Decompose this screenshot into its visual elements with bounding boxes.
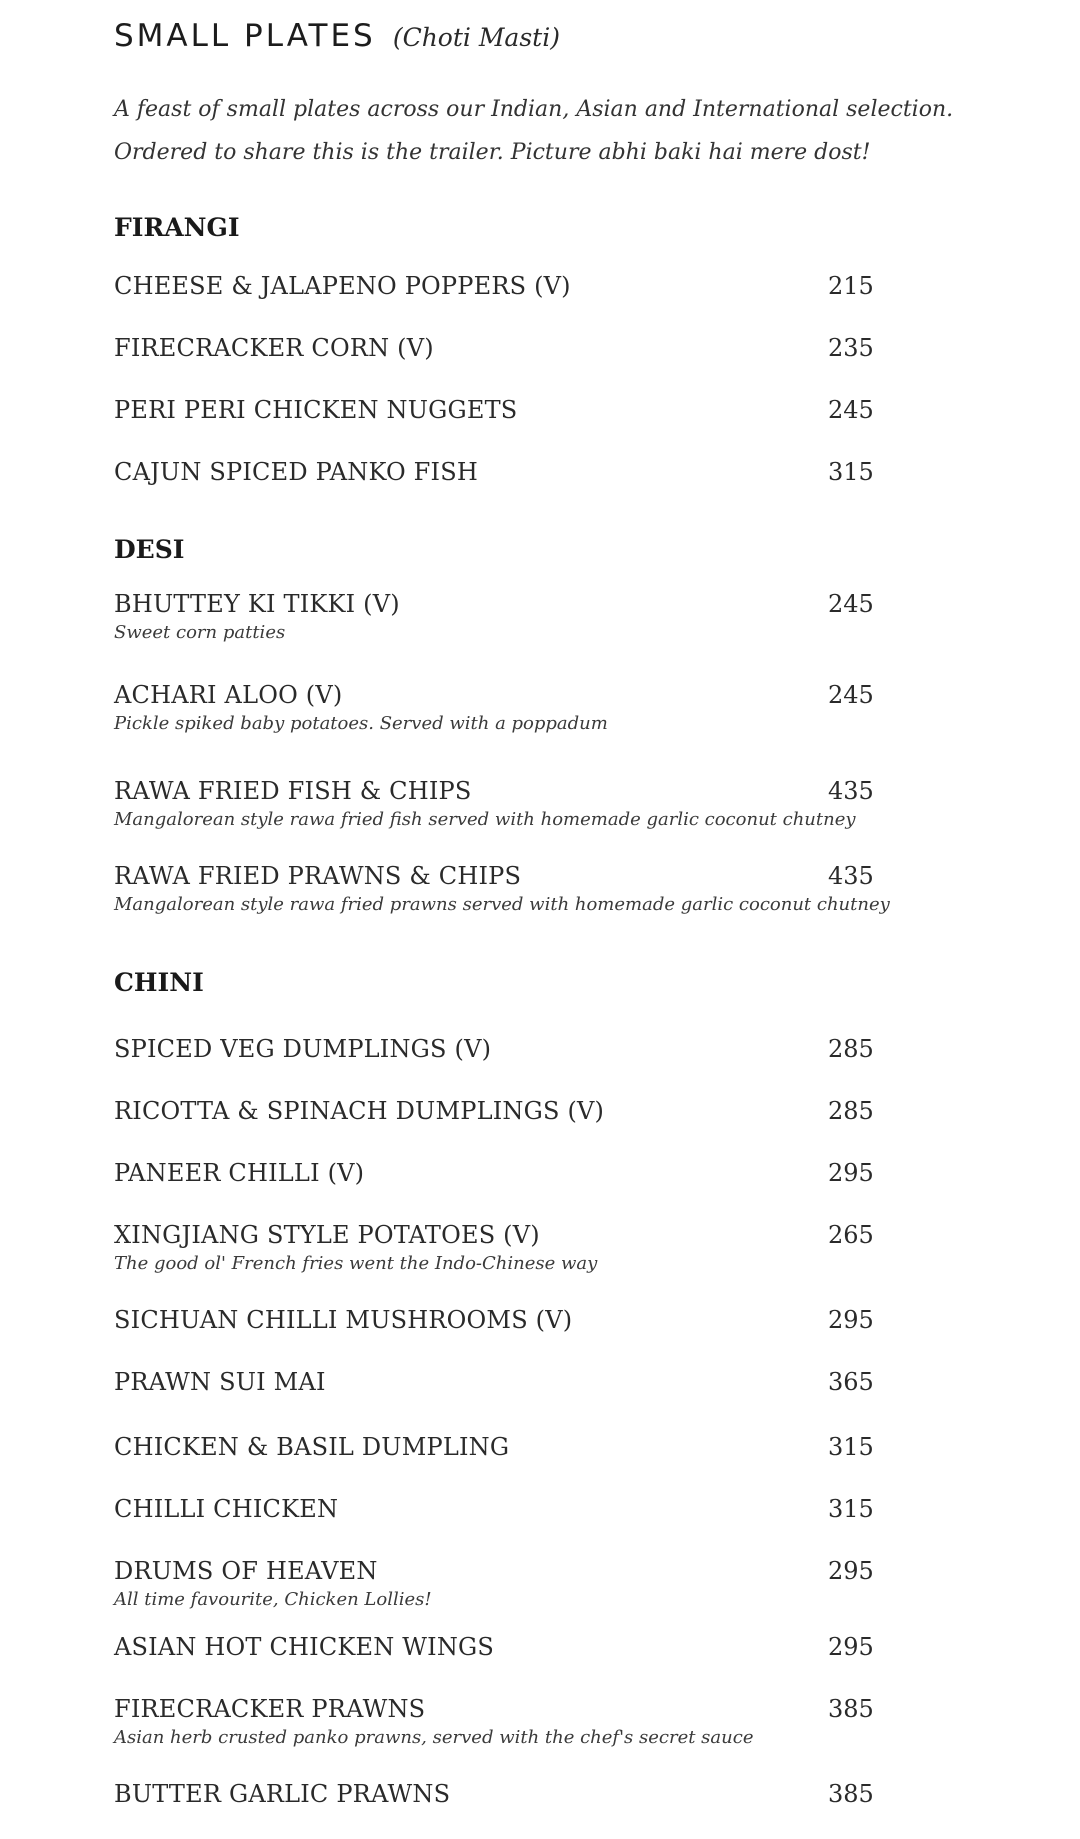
item-price: 315 — [828, 458, 874, 486]
item-price: 435 — [828, 777, 874, 805]
item-price: 245 — [828, 396, 874, 424]
intro-line: Ordered to share this is the trailer. Picture abhi baki hai mere dost! — [114, 140, 871, 165]
item-name: ASIAN HOT CHICKEN WINGS — [114, 1633, 495, 1661]
item-price: 285 — [828, 1097, 874, 1125]
menu-item — [114, 458, 914, 486]
item-description: The good ol' French fries went the Indo-Chinese way — [114, 1253, 598, 1274]
item-price: 295 — [828, 1306, 874, 1334]
item-name: PRAWN SUI MAI — [114, 1368, 326, 1396]
intro-text — [114, 88, 1014, 174]
menu-item — [114, 862, 914, 915]
menu-item — [114, 334, 914, 362]
menu-item — [114, 396, 914, 424]
item-name: XINGJIANG STYLE POTATOES (V) — [114, 1221, 540, 1249]
item-name: ACHARI ALOO (V) — [114, 681, 343, 709]
item-name: FIRECRACKER CORN (V) — [114, 334, 434, 362]
page-subtitle: (Choti Masti) — [392, 23, 560, 52]
item-name: RAWA FRIED FISH & CHIPS — [114, 777, 472, 805]
section-heading-firangi: FIRANGI — [114, 213, 240, 242]
item-name: PERI PERI CHICKEN NUGGETS — [114, 396, 518, 424]
item-price: 365 — [828, 1368, 874, 1396]
menu-header — [114, 18, 560, 54]
item-description: Mangalorean style rawa fried fish served with homemade garlic coconut chutney — [114, 809, 856, 830]
item-description: Asian herb crusted panko prawns, served with the chef's secret sauce — [114, 1727, 754, 1748]
menu-item — [114, 1633, 914, 1661]
menu-item — [114, 1557, 914, 1610]
item-price: 315 — [828, 1495, 874, 1523]
menu-item — [114, 681, 914, 734]
menu-item — [114, 1306, 914, 1334]
item-name: CAJUN SPICED PANKO FISH — [114, 458, 478, 486]
menu-item — [114, 272, 914, 300]
section-heading-desi: DESI — [114, 535, 185, 564]
item-price: 315 — [828, 1433, 874, 1461]
item-price: 295 — [828, 1557, 874, 1585]
item-name: CHEESE & JALAPENO POPPERS (V) — [114, 272, 571, 300]
item-name: DRUMS OF HEAVEN — [114, 1557, 378, 1585]
item-name: SICHUAN CHILLI MUSHROOMS (V) — [114, 1306, 573, 1334]
item-name: BUTTER GARLIC PRAWNS — [114, 1780, 451, 1808]
item-name: RICOTTA & SPINACH DUMPLINGS (V) — [114, 1097, 605, 1125]
menu-item — [114, 1780, 914, 1808]
item-price: 295 — [828, 1159, 874, 1187]
item-name: PANEER CHILLI (V) — [114, 1159, 365, 1187]
section-heading-chini: CHINI — [114, 968, 204, 997]
page-title: SMALL PLATES — [114, 18, 376, 54]
item-name: SPICED VEG DUMPLINGS (V) — [114, 1035, 492, 1063]
item-name: BHUTTEY KI TIKKI (V) — [114, 590, 400, 618]
menu-item — [114, 1495, 914, 1523]
menu-item — [114, 777, 914, 830]
menu-item — [114, 1695, 914, 1748]
item-name: FIRECRACKER PRAWNS — [114, 1695, 426, 1723]
item-price: 385 — [828, 1695, 874, 1723]
item-description: Pickle spiked baby potatoes. Served with a poppadum — [114, 713, 608, 734]
item-name: CHICKEN & BASIL DUMPLING — [114, 1433, 510, 1461]
item-description: Sweet corn patties — [114, 622, 286, 643]
intro-line: A feast of small plates across our Indian, Asian and International selection. — [114, 97, 954, 122]
item-price: 215 — [828, 272, 874, 300]
item-price: 235 — [828, 334, 874, 362]
menu-item — [114, 1159, 914, 1187]
menu-item — [114, 1221, 914, 1274]
item-description: Mangalorean style rawa fried prawns served with homemade garlic coconut chutney — [114, 894, 890, 915]
item-name: CHILLI CHICKEN — [114, 1495, 339, 1523]
item-price: 435 — [828, 862, 874, 890]
menu-item — [114, 1035, 914, 1063]
item-price: 385 — [828, 1780, 874, 1808]
menu-item — [114, 1433, 914, 1461]
item-price: 295 — [828, 1633, 874, 1661]
item-price: 245 — [828, 681, 874, 709]
menu-item — [114, 1097, 914, 1125]
item-price: 285 — [828, 1035, 874, 1063]
item-price: 245 — [828, 590, 874, 618]
item-price: 265 — [828, 1221, 874, 1249]
menu-item — [114, 1368, 914, 1396]
item-description: All time favourite, Chicken Lollies! — [114, 1589, 432, 1610]
item-name: RAWA FRIED PRAWNS & CHIPS — [114, 862, 522, 890]
menu-item — [114, 590, 914, 643]
